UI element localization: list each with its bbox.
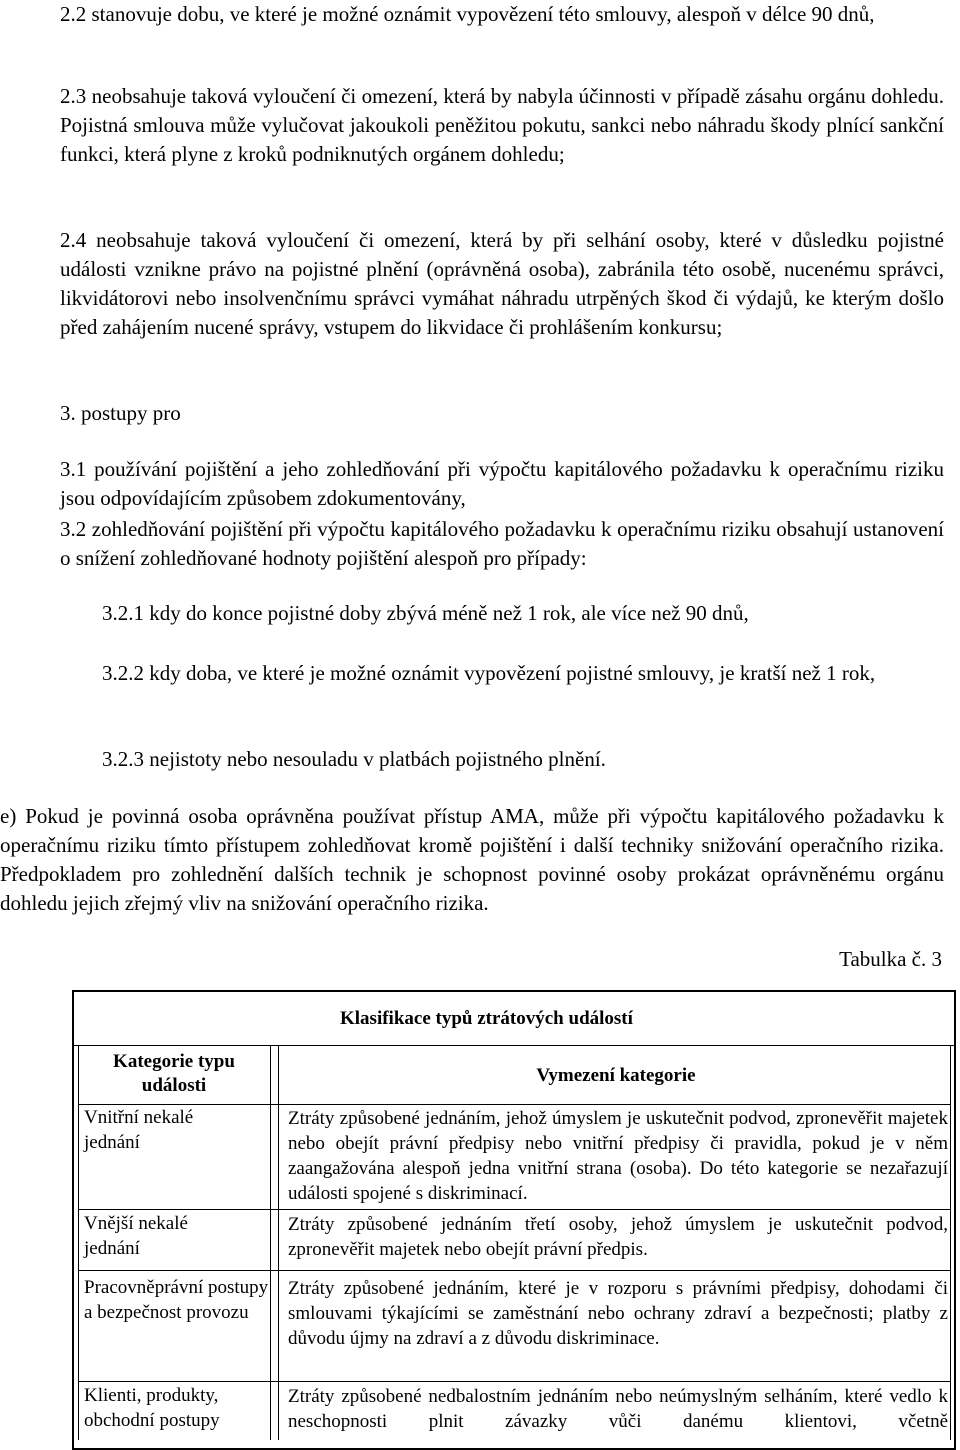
table-row-3-category: Pracovněprávní postupy a bezpečnost provozu [84,1277,269,1323]
table-rule-row-3 [78,1381,950,1382]
paragraph-2-3: 2.3 neobsahuje taková vyloučení či omezení, která by nabyla účinnosti v případě zásahu orgánu dohledu. Pojistná smlouva může vylučovat jakoukoli peněžitou pokutu, sankci nebo náhradu škody plnící sankční funkci, která plyne z kroků podniknutých orgánem dohledu; [60,84,944,166]
table-row-2-definition: Ztráty způsobené jednáním třetí osoby, jehož úmyslem je uskutečnit podvod, zpronevěřit majetek nebo obejít právní předpis. [288,1214,948,1260]
table-caption: Tabulka č. 3 [839,947,942,971]
table-col2-right [950,1045,951,1440]
table-row-3-definition: Ztráty způsobené jednáním, které je v rozporu s právními předpisy, dohodami či smlouvami týkajícími se zaměstnání nebo ochrany zdraví a bezpečnosti; platby z důvodu újmy na zdraví a z důvodu diskriminace. [288,1278,948,1349]
table-row-4-definition: Ztráty způsobené nedbalostním jednáním nebo neúmyslným selháním, které vedlo k neschopnosti plnit závazky vůči danému klientovi, včetně [288,1386,948,1432]
table-row-2-category: Vnější nekalé jednání [84,1213,188,1259]
table-rule-title [72,1045,956,1046]
paragraph-e: e) Pokud je povinná osoba oprávněna používat přístup AMA, může při výpočtu kapitálového požadavku k operačnímu riziku tímto přístupem zohledňovat kromě pojištění i další techniky snižování operačního rizika. Předpokladem pro zohlednění dalších technik je schopnost povinné osoby prokázat oprávněnému orgánu dohledu jejich zřejmý vliv na snižování operačního rizika. [0,804,944,915]
paragraph-3-2-2: 3.2.2 kdy doba, ve které je možné oznámit vypovězení pojistné smlouvy, je kratší než 1 rok, [102,661,876,685]
paragraph-3-2-3: 3.2.3 nejistoty nebo nesouladu v platbách pojistného plnění. [102,747,606,771]
paragraph-3-2: 3.2 zohledňování pojištění při výpočtu kapitálového požadavku k operačnímu riziku obsahují ustanovení o snížení zohledňované hodnoty pojištění alespoň pro případy: [60,517,944,570]
table-rule-row-1 [78,1209,950,1210]
table-title: Klasifikace typů ztrátových událostí [340,1008,633,1029]
table-rule-row-2 [78,1270,950,1271]
paragraph-3-2-1: 3.2.1 kdy do konce pojistné doby zbývá méně než 1 rok, ale více než 90 dnů, [102,601,749,625]
section-3-heading: 3. postupy pro [60,401,181,425]
paragraph-2-4: 2.4 neobsahuje taková vyloučení či omezení, která by při selhání osoby, které v důsledku pojistné události vznikne právo na pojistné plnění (oprávněná osoba), zabránila této osobě, nucenému správci, likvidátorovi nebo insolvenčnímu správci vymáhat náhradu utrpěných škod či výdajů, ke kterým došlo před zahájením nucené správy, vstupem do likvidace či prohlášením konkursu; [60,228,944,339]
table-rule-header [78,1104,950,1105]
table-header-definition: Vymezení kategorie [536,1065,696,1086]
paragraph-2-2: 2.2 stanovuje dobu, ve které je možné oznámit vypovězení této smlouvy, alespoň v délce 90 dnů, [60,2,875,26]
paragraph-3-1: 3.1 používání pojištění a jeho zohledňování při výpočtu kapitálového požadavku k operačnímu riziku jsou odpovídajícím způsobem zdokumentovány, [60,457,944,510]
table-row-1-category: Vnitřní nekalé jednání [84,1107,194,1153]
table-row-4-category: Klienti, produkty, obchodní postupy [84,1385,220,1431]
table-header-category: Kategorie typu události [113,1051,235,1096]
table-row-1-definition: Ztráty způsobené jednáním, jehož úmyslem je uskutečnit podvod, zpronevěřit majetek nebo obejít právní předpisy nebo vnitřní předpisy či pravidla, pokud je v něm zaangažována alespoň jedna vnitřní strana (osoba). Do této kategorie se nezařazují události spojené s diskriminací. [288,1108,948,1204]
